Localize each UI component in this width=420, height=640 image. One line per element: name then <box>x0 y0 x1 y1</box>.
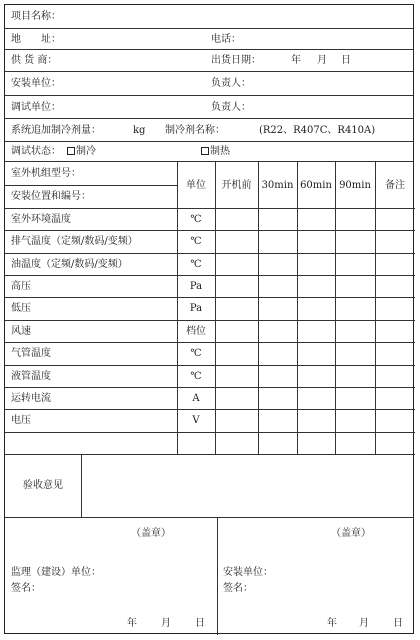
table-column-line <box>297 162 298 454</box>
parameter-label: 气管温度 <box>11 348 51 360</box>
parameter-unit: ℃ <box>190 214 202 225</box>
signature-divider <box>217 518 218 635</box>
parameter-label: 风速 <box>11 325 31 337</box>
heating-checkbox[interactable] <box>201 147 209 155</box>
table-row-line <box>5 432 415 433</box>
left-seal: （盖章） <box>131 528 171 539</box>
debug-unit-row <box>5 96 413 119</box>
refrigerant-name-label: 制冷剂名称： <box>165 125 225 136</box>
cooling-option[interactable] <box>67 147 96 157</box>
column-header: 单位 <box>186 180 206 191</box>
install-position-label: 安装位置和编号： <box>11 191 91 202</box>
left-year: 年 <box>127 618 137 629</box>
right-day: 日 <box>393 618 403 629</box>
parameter-label: 排气温度（定频/数码/变频） <box>11 236 138 248</box>
table-row-line <box>5 342 415 343</box>
install-unit-row <box>5 72 413 96</box>
refrigerant-row <box>5 119 413 142</box>
table-row-line <box>5 409 415 410</box>
install-responsible-label: 负责人： <box>211 78 251 89</box>
table-row-line <box>5 320 415 321</box>
column-header: 开机前 <box>221 180 252 191</box>
table-row-line <box>5 365 415 366</box>
parameter-unit: ℃ <box>190 370 202 382</box>
parameter-unit: ℃ <box>190 348 202 360</box>
table-row-line <box>5 275 415 276</box>
parameter-unit: 档位 <box>186 325 206 337</box>
parameter-unit: V <box>192 415 200 427</box>
header-bottom-line <box>5 208 415 209</box>
refrigerant-unit: kg <box>133 125 146 136</box>
left-month: 月 <box>161 618 171 629</box>
supervisor-unit-label: 监理（建设）单位： <box>11 567 101 578</box>
project-name-row <box>5 5 413 29</box>
refrigerant-added-label: 系统追加制冷剂量： <box>11 125 101 136</box>
table-column-line <box>177 162 178 454</box>
install-unit-label: 安装单位： <box>11 78 61 89</box>
debug-responsible-label: 负责人： <box>211 102 251 113</box>
table-row-line <box>5 253 415 254</box>
cooling-label: 制冷 <box>76 146 96 157</box>
parameter-unit: ℃ <box>190 236 202 248</box>
ship-month: 月 <box>317 55 327 66</box>
project-name-label: 项目名称： <box>11 11 61 22</box>
parameter-label: 液管温度 <box>11 370 51 382</box>
parameter-unit: ℃ <box>190 258 202 270</box>
parameter-label: 低压 <box>11 303 31 315</box>
debug-unit-label: 调试单位： <box>11 102 61 113</box>
ship-date-label: 出货日期： <box>211 55 261 66</box>
supplier-row <box>5 50 413 72</box>
parameter-label: 油温度（定频/数码/变频） <box>11 258 128 270</box>
right-year: 年 <box>327 618 337 629</box>
parameter-label: 电压 <box>11 415 31 427</box>
column-header: 60min <box>300 180 332 191</box>
header-split-line <box>5 185 177 186</box>
cooling-checkbox[interactable] <box>67 147 75 155</box>
unit-model-label: 室外机组型号： <box>11 168 81 179</box>
address-label: 地 址： <box>11 34 61 45</box>
table-row-line <box>5 230 415 231</box>
left-day: 日 <box>195 618 205 629</box>
parameter-label: 室外环境温度 <box>11 214 71 225</box>
table-column-line <box>375 162 376 454</box>
acceptance-divider <box>81 454 82 518</box>
heating-option[interactable] <box>201 147 230 157</box>
refrigerant-options: (R22、R407C、R410A) <box>259 125 376 136</box>
heating-label: 制热 <box>210 146 230 157</box>
column-header: 30min <box>261 180 294 191</box>
column-header: 90min <box>339 180 371 191</box>
address-row <box>5 29 413 50</box>
phone-label: 电话： <box>211 34 241 45</box>
supplier-label: 供 货 商： <box>11 55 58 66</box>
debug-state-row <box>5 142 413 162</box>
left-sign-label: 签名： <box>11 583 41 594</box>
parameter-label: 运转电流 <box>11 392 51 404</box>
table-column-line <box>335 162 336 454</box>
table-column-line <box>215 162 216 454</box>
parameter-unit: A <box>192 392 200 404</box>
column-header: 备注 <box>385 180 405 191</box>
right-seal: （盖章） <box>331 528 371 539</box>
debug-state-label: 调试状态： <box>11 146 61 157</box>
right-sign-label: 签名： <box>223 583 253 594</box>
ship-day: 日 <box>341 55 351 66</box>
table-row-line <box>5 387 415 388</box>
parameter-label: 高压 <box>11 281 31 293</box>
install-unit-sign-label: 安装单位： <box>223 567 273 578</box>
parameter-unit: Pa <box>189 303 203 315</box>
table-row-line <box>5 297 415 298</box>
right-month: 月 <box>359 618 369 629</box>
ship-year: 年 <box>291 55 301 66</box>
table-column-line <box>258 162 259 454</box>
parameter-unit: Pa <box>189 281 203 293</box>
acceptance-row <box>5 454 413 518</box>
inspection-form <box>4 4 414 634</box>
acceptance-label: 验收意见 <box>23 480 63 491</box>
